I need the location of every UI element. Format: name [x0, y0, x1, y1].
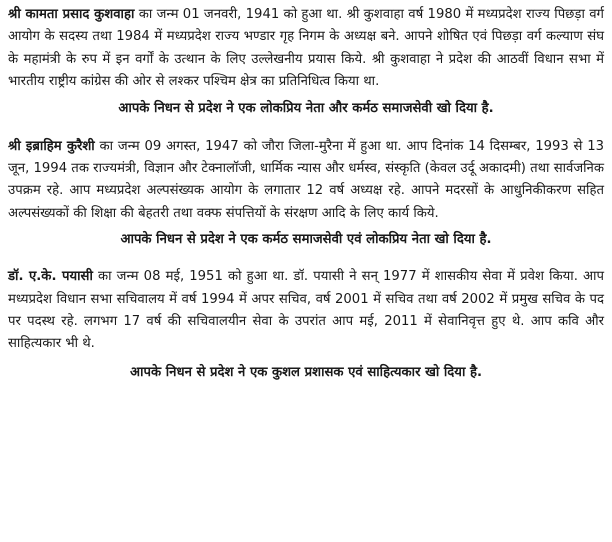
obituary-text: का जन्म 09 अगस्त, 1947 को जौरा जिला-मुरैना में हुआ था. आप दिनांक 14 दिसम्बर, 1993 से 13 जून, 1994 तक राज्यमंत्री, विज्ञान और टेक्नालॉजी, धार्मिक न्यास और धर्मस्व, संस्कृति (केवल उर्दू अकादमी) तथा सार्वजनिक उपक्रम रहे. आप मध्यप्रदेश अल्पसंख्यक आयोग के लगातार 12 वर्ष अध्यक्ष रहे. आपने मदरसों के आधुनिकीकरण सहित अल्पसंख्यकों की शिक्षा की बेहतरी तथा वक्फ संपत्तियों के संरक्षण आदि के लिए कार्य किये. [8, 138, 604, 221]
obituary-paragraph [8, 266, 604, 356]
obituary-entry-payasi [8, 266, 604, 384]
tribute-line: आपके निधन से प्रदेश ने एक लोकप्रिय नेता और कर्मठ समाजसेवी खो दिया है. [118, 100, 494, 116]
obituary-paragraph [8, 136, 604, 226]
obituary-entry-qureshi [8, 136, 604, 252]
obituary-paragraph [8, 4, 604, 94]
person-name: श्री इब्राहिम कुरैशी [8, 138, 95, 154]
person-name: डॉ. ए.के. पयासी [8, 269, 93, 285]
obituary-text: का जन्म 01 जनवरी, 1941 को हुआ था. श्री कुशवाहा वर्ष 1980 में मध्यप्रदेश राज्य पिछड़ा वर्ग आयोग के सदस्य तथा 1984 में मध्यप्रदेश राज्य भण्डार गृह निगम के अध्यक्ष बने. आपने शोषित एवं पिछड़ा वर्ग कल्याण संघ के महामंत्री के रुप में इन वर्गों के उत्थान के लिए उल्लेखनीय प्रयास किये. श्री कुशवाहा ने प्रदेश की आठवीं विधान सभा में भारतीय राष्ट्रीय कांग्रेस की ओर से लश्कर पश्चिम क्षेत्र का प्रतिनिधित्व किया था. [8, 7, 604, 90]
tribute-line: आपके निधन से प्रदेश ने एक कर्मठ समाजसेवी एवं लोकप्रिय नेता खो दिया है. [120, 232, 492, 248]
obituary-text: का जन्म 08 मई, 1951 को हुआ था. डॉ. पयासी ने सन् 1977 में शासकीय सेवा में प्रवेश किया. आप मध्यप्रदेश विधान सभा सचिवालय में वर्ष 1994 में अपर सचिव, वर्ष 2001 में सचिव तथा वर्ष 2002 में प्रमुख सचिव के पद पर पदस्थ रहे. लगभग 17 वर्ष की सचिवालयीन सेवा के उपरांत आप मई, 2011 में सेवानिवृत्त हुए थे. आप कवि और साहित्यकार भी थे. [8, 269, 604, 352]
person-name: श्री कामता प्रसाद कुशवाहा [8, 7, 135, 22]
obituary-entry-kushwaha [8, 4, 604, 120]
tribute-line: आपके निधन से प्रदेश ने एक कुशल प्रशासक एवं साहित्यकार खो दिया है. [130, 364, 482, 380]
